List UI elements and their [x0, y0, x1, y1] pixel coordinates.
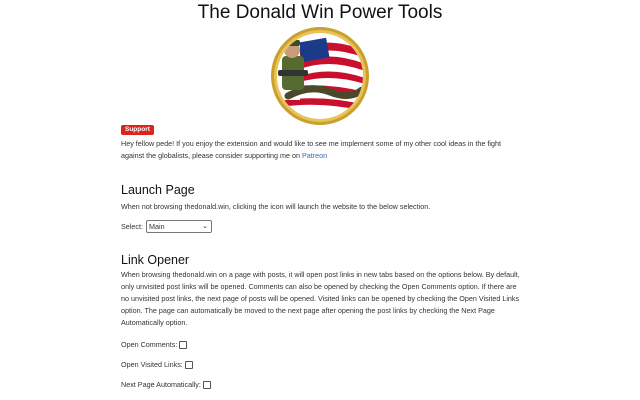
logo-emblem	[270, 26, 370, 126]
launch-page-select[interactable]	[146, 220, 212, 233]
option-label: Next Page Automatically:	[121, 380, 201, 389]
link-opener-description: When browsing thedonald.win on a page with posts, it will open post links in new tabs based on the options below. By default, only unvisited post links will be opened. Comments can also be opened by checking the Open Comments option. If there are no unvisited post links, the next page of posts will be opened. Visited links can be opened by checking the Open Visited Links option. The page can automatically be moved to the next page after opening the post links by checking the Next Page Automatically option.	[121, 270, 520, 327]
select-value: Main	[148, 222, 165, 231]
link-opener-heading: Link Opener	[121, 253, 190, 267]
support-badge[interactable]: Support	[121, 125, 154, 135]
option-open-visited-links	[121, 360, 193, 369]
open-visited-links-checkbox[interactable]	[185, 361, 193, 369]
launch-select-row	[121, 220, 212, 233]
page-title: The Donald Win Power Tools	[197, 2, 443, 23]
launch-page-heading: Launch Page	[121, 183, 195, 197]
option-label: Open Visited Links:	[121, 360, 183, 369]
chevron-down-icon: ⌄	[202, 223, 208, 230]
support-text	[121, 138, 521, 162]
launch-page-description: When not browsing thedonald.win, clicking the icon will launch the website to the below selection.	[121, 202, 431, 211]
open-comments-checkbox[interactable]	[179, 341, 187, 349]
select-label: Select:	[121, 222, 143, 231]
next-page-automatically-checkbox[interactable]	[203, 381, 211, 389]
support-message: Hey fellow pede! If you enjoy the extension and would like to see me implement some of my other cool ideas in the fight against the globalists, please consider supporting me on	[121, 139, 501, 160]
patreon-link[interactable]: Patreon	[302, 151, 328, 160]
option-open-comments	[121, 340, 187, 349]
option-label: Open Comments:	[121, 340, 178, 349]
option-next-page-automatically	[121, 380, 211, 389]
